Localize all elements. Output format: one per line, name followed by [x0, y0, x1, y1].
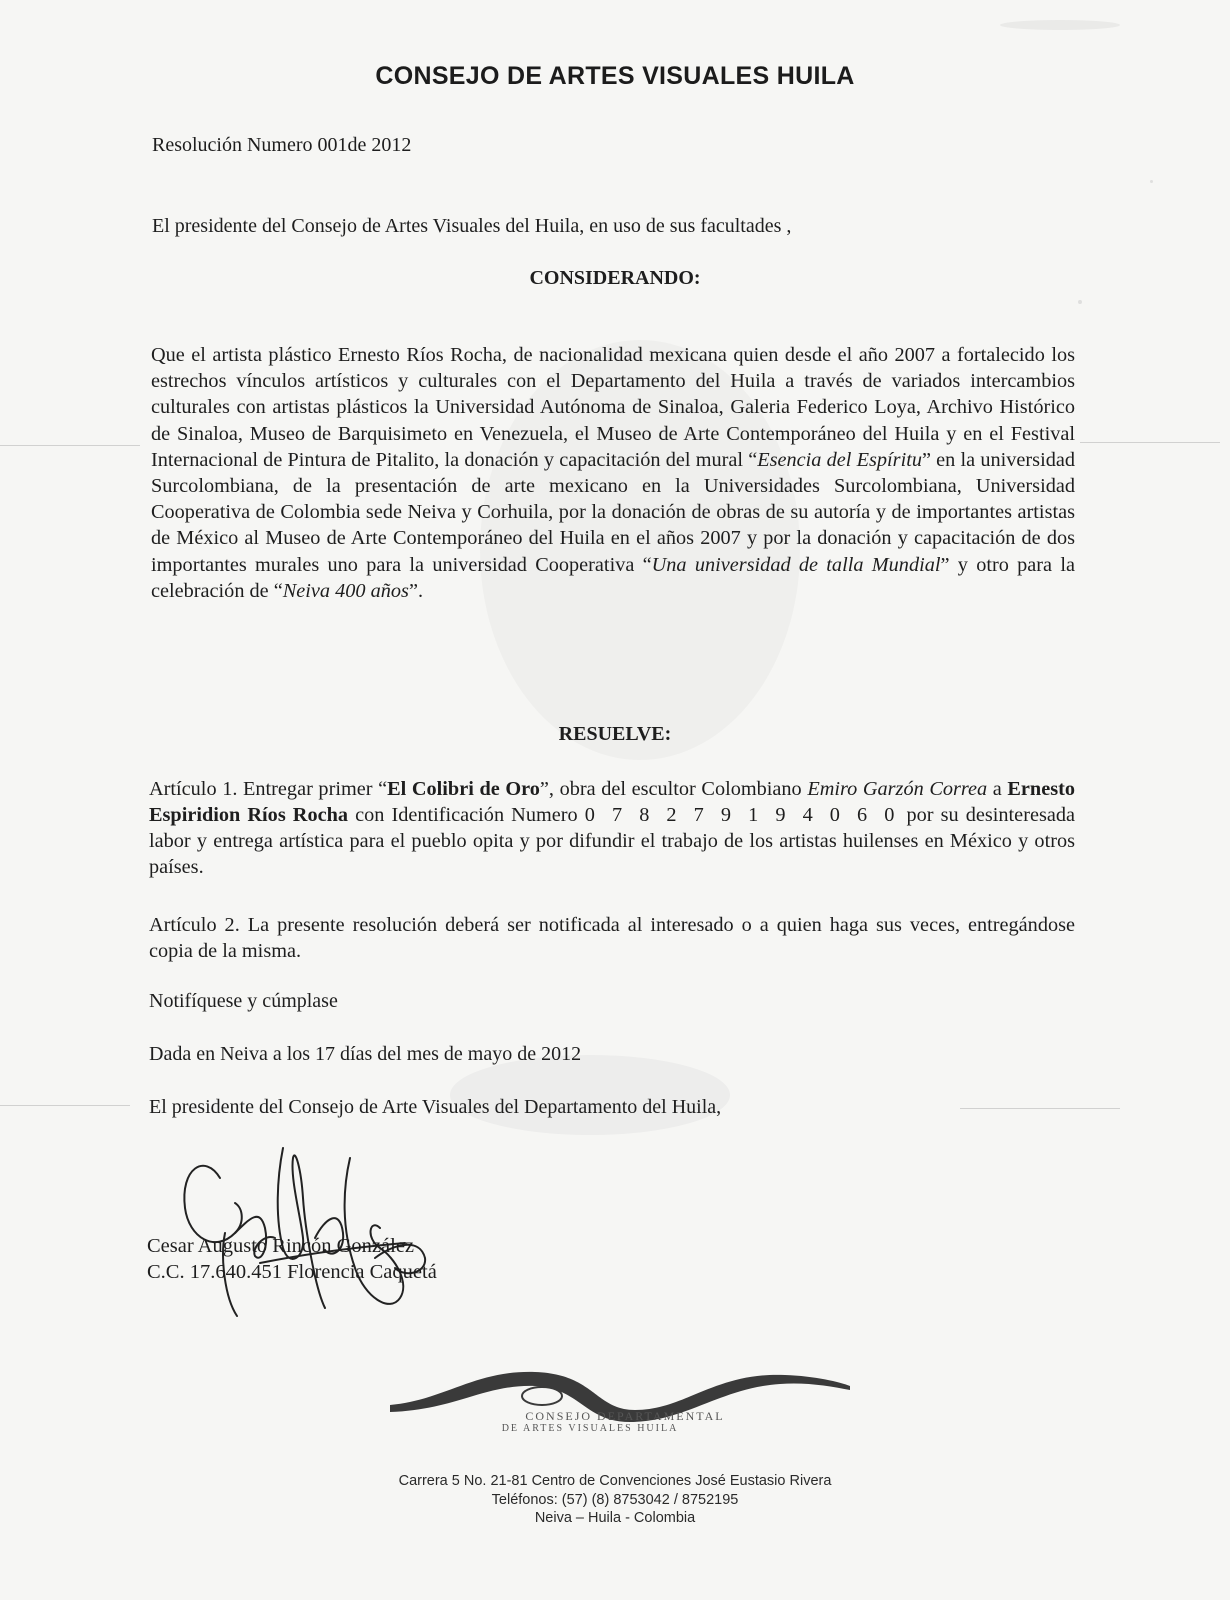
scan-artifact [1000, 20, 1120, 30]
scan-artifact [0, 445, 140, 446]
resuelve-heading: RESUELVE: [558, 723, 672, 745]
signatory-name: Cesar Augusto Rincón González [147, 1235, 415, 1257]
scan-artifact [960, 1108, 1120, 1109]
sculptor-name: Emiro Garzón Correa [807, 778, 988, 800]
id-number: 0 7 8 2 7 9 1 9 4 0 6 0 [584, 804, 900, 826]
scan-artifact [0, 1105, 130, 1106]
logo-text-line1: CONSEJO DEPARTAMENTAL [525, 1409, 725, 1423]
article-2: Artículo 2. La presente resolución deberá ser notificada al interesado o a quien haga sus veces, entregándose copia de la misma. [149, 914, 1075, 962]
article-text: Artículo 1. Entregar primer “ [149, 778, 388, 800]
recipient-name: Ernesto Espiridion Ríos Rocha [149, 778, 1075, 826]
article-1 [149, 776, 1075, 880]
article-text: ”, obra del escultor Colombiano [539, 778, 808, 800]
footer-contact [0, 1472, 1230, 1528]
footer-phones: Teléfonos: (57) (8) 8753042 / 8752195 [491, 1491, 739, 1508]
considerando-text: ” en la universidad Surcolombiana, de la presentación de arte mexicano en la Universidades Surcolombiana, Universidad Cooperativa de Colombia sede Neiva y Corhuila, por la donación de obras de su autoría y de importantes artistas de México al Museo de Arte Contemporáneo del Huila en el años 2007 y por la donación y capacitación de dos importantes murales uno para la universidad Cooperativa “ [151, 448, 1075, 576]
article-text: por su desinteresada labor y entrega artística para el pueblo opita y por difundir el trabajo de los artistas huilenses en México y otros países. [149, 804, 1075, 878]
considerando-heading: CONSIDERANDO: [529, 267, 701, 289]
considerando-text: ”. [408, 579, 424, 602]
mural-name: Una universidad de talla Mundial [651, 553, 941, 576]
mural-name: Esencia del Espíritu [757, 448, 922, 471]
considerando-text: ” y otro para la celebración de “ [151, 553, 1075, 602]
signatory-id: C.C. 17.640.451 Florencia Caquetá [147, 1261, 437, 1283]
scan-artifact [450, 1055, 730, 1135]
scan-artifact [1080, 442, 1220, 443]
footer-address: Carrera 5 No. 21-81 Centro de Convenciones José Eustasio Rivera [398, 1473, 832, 1489]
scan-artifact [1150, 180, 1153, 183]
mural-name: Neiva 400 años [282, 579, 409, 602]
notify-line: Notifíquese y cúmplase [149, 990, 338, 1012]
signatory-details [147, 1233, 437, 1285]
article-text: con Identificación Numero [348, 804, 585, 826]
considerando-text: Que el artista plástico Ernesto Ríos Rocha, de nacionalidad mexicana quien desde el año 2007 a fortalecido los estrechos vínculos artísticos y culturales con el Departamento del Huila a través de variados intercambios culturales con artistas plásticos la Universidad Autónoma de Sinaloa, Galeria Federico Loya, Archivo Histórico de Sinaloa, Museo de Barquisimeto en Venezuela, el Museo de Arte Contemporáneo del Huila y en el Festival Internacional de Pintura de Pitalito, la donación y capacitación del mural “ [151, 344, 1075, 471]
article-text: a [987, 778, 1008, 800]
intro-statement: El presidente del Consejo de Artes Visuales del Huila, en uso de sus facultades , [152, 215, 792, 237]
scan-artifact [1078, 300, 1082, 304]
award-name: El Colibri de Oro [387, 778, 540, 800]
resolution-number: Resolución Numero 001de 2012 [152, 134, 412, 156]
considerando-paragraph [151, 342, 1075, 604]
date-line: Dada en Neiva a los 17 días del mes de mayo de 2012 [149, 1043, 582, 1065]
signatory-title: El presidente del Consejo de Arte Visuales del Departamento del Huila, [149, 1096, 722, 1118]
logo-text-line2: DE ARTES VISUALES HUILA [501, 1423, 679, 1434]
council-logo [385, 1360, 855, 1440]
footer-city: Neiva – Huila - Colombia [534, 1510, 696, 1526]
document-title: CONSEJO DE ARTES VISUALES HUILA [375, 62, 855, 90]
